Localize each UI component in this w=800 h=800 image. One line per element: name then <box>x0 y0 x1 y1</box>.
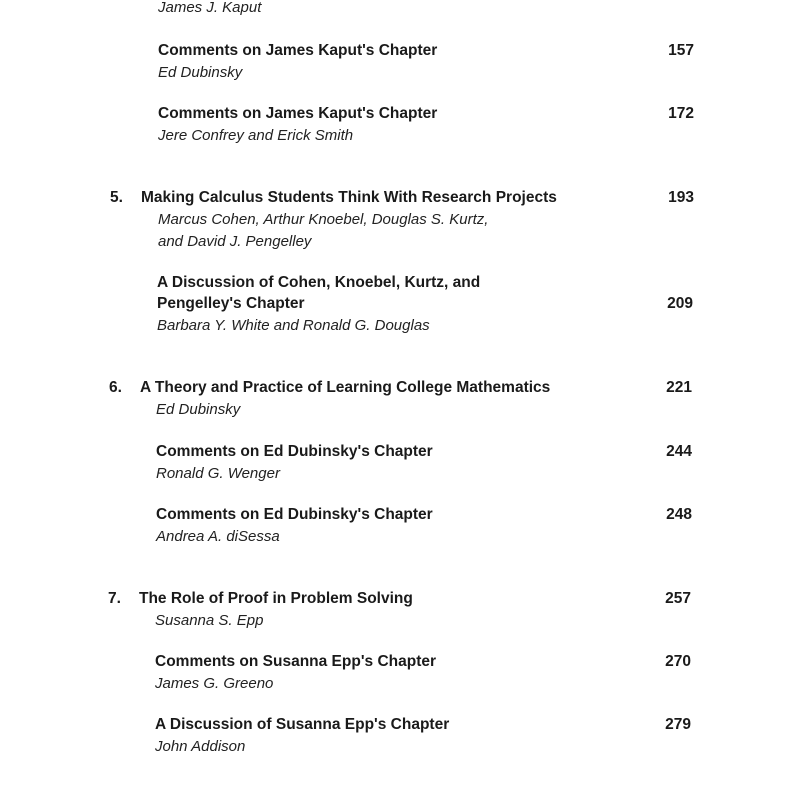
entry-author: James G. Greeno <box>155 675 274 692</box>
entry-title: A Discussion of Susanna Epp's Chapter <box>155 716 450 733</box>
entry-title: Comments on James Kaput's Chapter <box>158 42 438 59</box>
chapter-author: Susanna S. Epp <box>155 612 264 629</box>
chapter-number: 7. <box>108 590 121 607</box>
chapter-author: Marcus Cohen, Arthur Knoebel, Douglas S. Kurtz, <box>158 211 489 228</box>
entry-author: Jere Confrey and Erick Smith <box>158 127 354 144</box>
chapter-author: and David J. Pengelley <box>158 233 312 250</box>
page-number: 209 <box>667 295 693 312</box>
entry-author: John Addison <box>155 738 246 755</box>
page-number: 221 <box>666 379 692 396</box>
chapter-title: The Role of Proof in Problem Solving <box>139 590 413 607</box>
page-number: 270 <box>665 653 691 670</box>
chapter-title: A Theory and Practice of Learning College Mathematics <box>140 379 551 396</box>
page-number: 257 <box>665 590 691 607</box>
page-number: 248 <box>666 506 692 523</box>
entry-title: Comments on Susanna Epp's Chapter <box>155 653 437 670</box>
entry-title: Comments on Ed Dubinsky's Chapter <box>156 506 433 523</box>
chapter-title: Making Calculus Students Think With Research Projects <box>141 189 557 206</box>
page-number: 279 <box>665 716 691 733</box>
entry-title: Comments on Ed Dubinsky's Chapter <box>156 443 433 460</box>
entry-author: Barbara Y. White and Ronald G. Douglas <box>157 317 430 334</box>
page-number: 157 <box>668 42 694 59</box>
page-number: 172 <box>668 105 694 122</box>
page-number: 193 <box>668 189 694 206</box>
entry-title: Comments on James Kaput's Chapter <box>158 105 438 122</box>
entry-author: Ed Dubinsky <box>158 64 243 81</box>
chapter-number: 6. <box>109 379 122 396</box>
entry-author: Andrea A. diSessa <box>156 528 280 545</box>
chapter-number: 5. <box>110 189 123 206</box>
chapter-author: Ed Dubinsky <box>156 401 241 418</box>
entry-author: Ronald G. Wenger <box>156 465 280 482</box>
entry-author: James J. Kaput <box>158 0 262 16</box>
entry-title: A Discussion of Cohen, Knoebel, Kurtz, and <box>157 274 481 291</box>
entry-title: Pengelley's Chapter <box>157 295 305 312</box>
page-number: 244 <box>666 443 692 460</box>
